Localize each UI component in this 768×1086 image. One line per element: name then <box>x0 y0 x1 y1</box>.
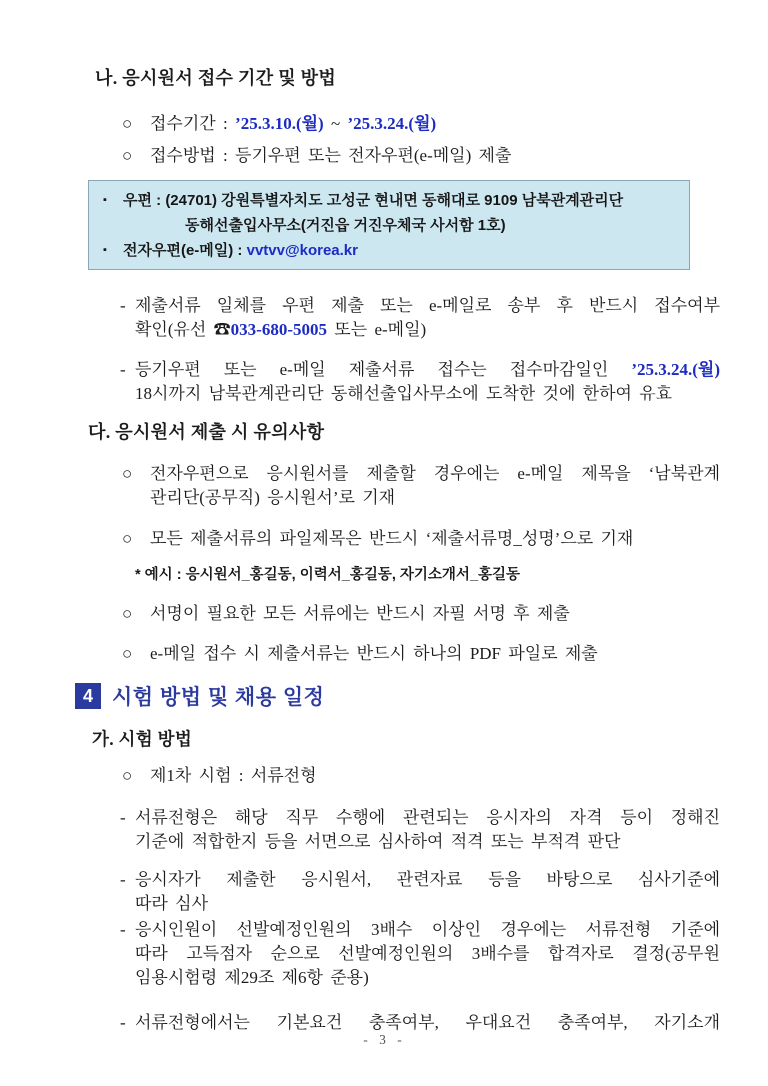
stage1-text: 제1차 시험 : 서류전형 <box>150 766 317 785</box>
address-box <box>88 180 690 270</box>
period-start-date: ’25.3.10.(월) <box>235 114 324 133</box>
reception-period-text <box>150 112 720 136</box>
detail-multiple-line3: 임용시험령 제29조 제6항 준용) <box>135 968 369 987</box>
note-confirm-text <box>135 294 720 342</box>
circle-bullet-icon: ○ <box>122 644 133 663</box>
circle-bullet-icon: ○ <box>122 114 133 133</box>
detail-review-line2: 따라 심사 <box>135 894 208 913</box>
section-4-heading <box>75 681 720 711</box>
circle-bullet-icon: ○ <box>122 464 133 483</box>
notice-email-subject-line2: 관리단(공무직) 응시원서’로 기재 <box>150 488 396 507</box>
dash-bullet-icon: - <box>120 360 126 379</box>
postal-address-line2: 동해선출입사무소(거진읍 거진우체국 사서함 1호) <box>185 217 506 234</box>
period-end-date: ’25.3.24.(월) <box>347 114 437 133</box>
notice-pdf <box>122 642 720 666</box>
postal-label: 우편 : <box>123 192 166 209</box>
note-confirm-line2-post: 또는 e-메일) <box>327 320 427 339</box>
dash-bullet-icon: - <box>120 808 126 827</box>
postal-address-text <box>123 188 623 238</box>
section-heading-da: 다. 응시원서 제출 시 유의사항 <box>88 422 325 442</box>
email-address: vvtvv@korea.kr <box>246 242 358 259</box>
square-bullet-icon: ▪ <box>103 194 107 206</box>
reception-note-deadline <box>120 358 720 406</box>
notice-email-subject-line1: 전자우편으로 응시원서를 제출할 경우에는 e-메일 제목을 ‘남북관계 <box>150 464 720 483</box>
page-number: - 3 - <box>363 1032 405 1047</box>
postal-address-row <box>103 188 677 238</box>
period-label: 접수기간 : <box>150 114 236 133</box>
detail-requirements-line1: 서류전형에서는 기본요건 충족여부, 우대요건 충족여부, 자기소개 <box>135 1013 720 1032</box>
phone-number: 033-680-5005 <box>230 320 327 339</box>
note-deadline-line1-pre: 등기우편 또는 e-메일 제출서류 접수는 접수마감일인 <box>135 360 632 379</box>
notice-email-subject-text <box>150 462 720 510</box>
notice-pdf-text: e-메일 접수 시 제출서류는 반드시 하나의 PDF 파일로 제출 <box>150 644 598 663</box>
notice-file-title-text: 모든 제출서류의 파일제목은 반드시 ‘제출서류명_성명’으로 기재 <box>150 529 634 548</box>
notice-email-subject <box>122 462 720 510</box>
notice-signature-text: 서명이 필요한 모든 서류에는 반드시 자필 서명 후 제출 <box>150 604 570 623</box>
detail-criteria-line2: 기준에 적합한지 등을 서면으로 심사하여 적격 또는 부적격 판단 <box>135 832 621 851</box>
reception-period-line <box>122 112 720 136</box>
sub-heading-ga: 가. 시험 방법 <box>92 729 193 749</box>
email-address-row <box>103 238 677 263</box>
notice-file-title <box>122 527 720 551</box>
circle-bullet-icon: ○ <box>122 604 133 623</box>
detail-review-line1: 응시자가 제출한 응시원서, 관련자료 등을 바탕으로 심사기준에 <box>135 870 720 889</box>
postal-address-line1 <box>123 188 623 213</box>
notice-signature <box>122 602 720 626</box>
detail-multiple-line1: 응시인원이 선발예정인원의 3배수 이상인 경우에는 서류전형 기준에 <box>135 920 720 939</box>
section-4-title: 시험 방법 및 채용 일정 <box>112 686 325 709</box>
reception-note-confirm <box>120 294 720 342</box>
period-tilde: ~ <box>323 114 348 133</box>
screening-detail-criteria <box>120 806 720 854</box>
circle-bullet-icon: ○ <box>122 146 133 165</box>
section-heading-na: 나. 응시원서 접수 기간 및 방법 <box>95 68 337 88</box>
note-confirm-line2 <box>135 318 720 342</box>
deadline-date: ’25.3.24.(월) <box>631 360 720 379</box>
detail-criteria-line1: 서류전형은 해당 직무 수행에 관련되는 응시자의 자격 등이 정해진 <box>135 808 720 827</box>
dash-bullet-icon: - <box>120 1013 126 1032</box>
phone-icon: ☎ <box>213 320 231 339</box>
screening-detail-multiple <box>120 918 720 990</box>
note-confirm-line1: 제출서류 일체를 우편 제출 또는 e-메일로 송부 후 반드시 접수여부 <box>135 296 720 315</box>
note-confirm-line2-pre: 확인(유선 <box>135 320 214 339</box>
detail-review-text <box>135 868 720 916</box>
email-address-text <box>123 238 358 263</box>
square-bullet-icon: ▪ <box>103 244 107 256</box>
circle-bullet-icon: ○ <box>122 529 133 548</box>
email-label: 전자우편(e-메일) : <box>123 242 247 259</box>
detail-multiple-text <box>135 918 720 990</box>
dash-bullet-icon: - <box>120 296 126 315</box>
note-deadline-line1 <box>135 358 720 382</box>
note-deadline-line2: 18시까지 남북관계관리단 동해선출입사무소에 도착한 것에 한하여 유효 <box>135 384 673 403</box>
dash-bullet-icon: - <box>120 920 126 939</box>
dash-bullet-icon: - <box>120 870 126 889</box>
screening-detail-review <box>120 868 720 916</box>
reception-method-line <box>122 144 720 168</box>
detail-criteria-text <box>135 806 720 854</box>
file-title-example: * 예시 : 응시원서_홍길동, 이력서_홍길동, 자기소개서_홍길동 <box>135 567 521 583</box>
postal-value: (24701) 강원특별자치도 고성군 현내면 동해대로 9109 남북관계관리단 <box>165 192 624 209</box>
detail-multiple-line2: 따라 고득점자 순으로 선발예정인원의 3배수를 합격자로 결정(공무원 <box>135 944 720 963</box>
stage1-line <box>122 764 720 788</box>
circle-bullet-icon: ○ <box>122 766 133 785</box>
reception-method-text: 접수방법 : 등기우편 또는 전자우편(e-메일) 제출 <box>150 146 512 165</box>
note-deadline-text <box>135 358 720 406</box>
section-number-badge: 4 <box>75 683 101 709</box>
